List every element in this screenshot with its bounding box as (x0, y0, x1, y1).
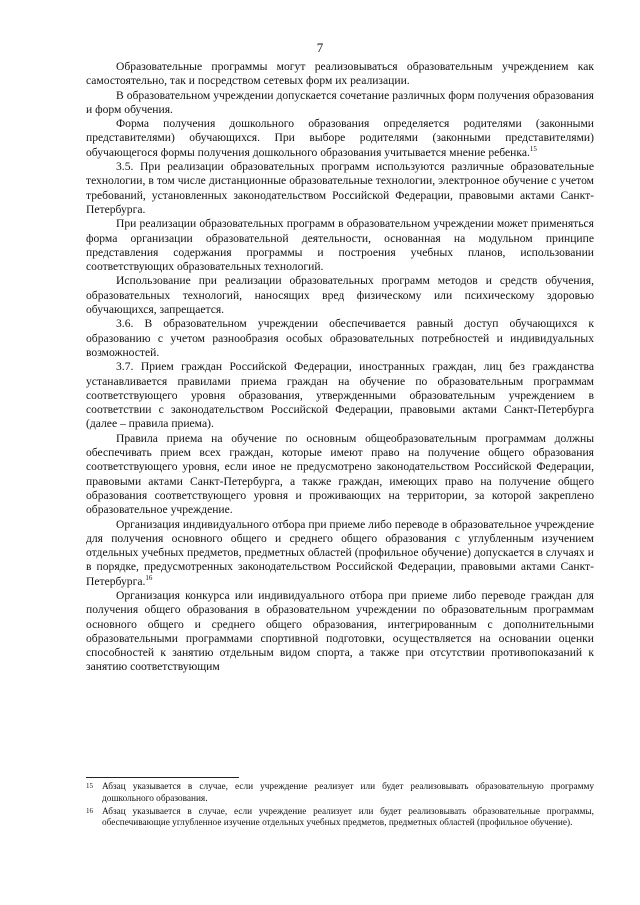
footnote-ref: 15 (529, 144, 537, 153)
footnote-mark: 15 (86, 782, 93, 790)
paragraph: При реализации образовательных программ в образовательном учреждении может применяться форма организации образовательной деятельности, основанная на модульном принципе представления содержания программы и построения учебных планов, использовании соответствующих образовательных технологий. (86, 217, 594, 274)
paragraph: Форма получения дошкольного образования определяется родителями (законными представителями) обучающихся. При выборе родителями (законными представителями) обучающегося формы получения дошкольного образования учитывается мнение ребенка.$^{15}$ (86, 117, 594, 159)
footnote-separator (86, 777, 239, 778)
paragraph: Использование при реализации образовательных программ методов и средств обучения, образовательных технологий, наносящих вред физическому или психическому здоровью обучающихся, запрещается. (86, 274, 594, 317)
footnote (86, 782, 594, 806)
paragraph: В образовательном учреждении допускается сочетание различных форм получения образования и форм обучения. (86, 88, 594, 116)
footnote-ref: 16 (145, 573, 153, 582)
section-3-5: 3.5. При реализации образовательных программ используются различные образовательные технологии, в том числе дистанционные образовательные технологии, электронное обучение с учетом требований, установленных законодательством Российской Федерации, правовыми актами Санкт-Петербурга. (86, 160, 594, 216)
paragraph: Образовательные программы могут реализовываться образовательным учреждением как самостоятельно, так и посредством сетевых форм их реализации. (86, 60, 594, 88)
section-3-6: 3.6. В образовательном учреждении обеспечивается равный доступ обучающихся к образованию с учетом разнообразия особых образовательных потребностей и индивидуальных возможностей. (86, 317, 594, 359)
document-body (86, 60, 594, 675)
footnote-text: Абзац указывается в случае, если учреждение реализует или будет реализовывать образовательные программы, обеспечивающие углубленное изучение отдельных учебных предметов, предметных областей (профильное обучение). (102, 806, 594, 829)
paragraph: Правила приема на обучение по основным общеобразовательным программам должны обеспечивать прием всех граждан, которые имеют право на получение общего образования соответствующего уровня, если иное не предусмотрено законодательством Российской Федерации, правовыми актами Санкт-Петербурга, а также граждан, имеющих право на получение общего образования соответствующего уровня и проживающих на территории, за которой закреплено образовательное учреждение. (86, 431, 594, 517)
page-number: 7 (316, 40, 324, 55)
paragraph: Организация конкурса или индивидуального отбора при приеме либо переводе граждан для получения общего образования в образовательном учреждении по образовательным программам основного общего и среднего общего образования, интегрированным с дополнительными образовательными программами спортивной подготовки, осуществляется на основании оценки способностей к занятию отдельным видом спорта, а также при отсутствии противопоказаний к занятию соответствующим (86, 588, 594, 674)
footnote-mark: 16 (86, 806, 93, 815)
section-3-7: 3.7. Прием граждан Российской Федерации, иностранных граждан, лиц без гражданства устанавливается правилами приема граждан на обучение по образовательным программам соответствующего уровня образования, утвержденными образовательным учреждением в соответствии с законодательством Российской Федерации, правовыми актами Санкт-Петербурга (далее – правила приема). (86, 360, 594, 431)
footnote-text: Абзац указывается в случае, если учреждение реализует или будет реализовывать образовательную программу дошкольного образования. (102, 782, 594, 804)
footnote (86, 807, 594, 831)
paragraph: Организация индивидуального отбора при приеме либо переводе в образовательное учреждение для получения основного общего и среднего общего образования с углубленным изучением отдельных учебных предметов, предметных областей (профильное обучение) допускается в случаях и в порядке, предусмотренных законодательством Российской Федерации, правовыми актами Санкт-Петербурга.$^{16}$ (86, 517, 594, 588)
footnotes (86, 782, 594, 831)
